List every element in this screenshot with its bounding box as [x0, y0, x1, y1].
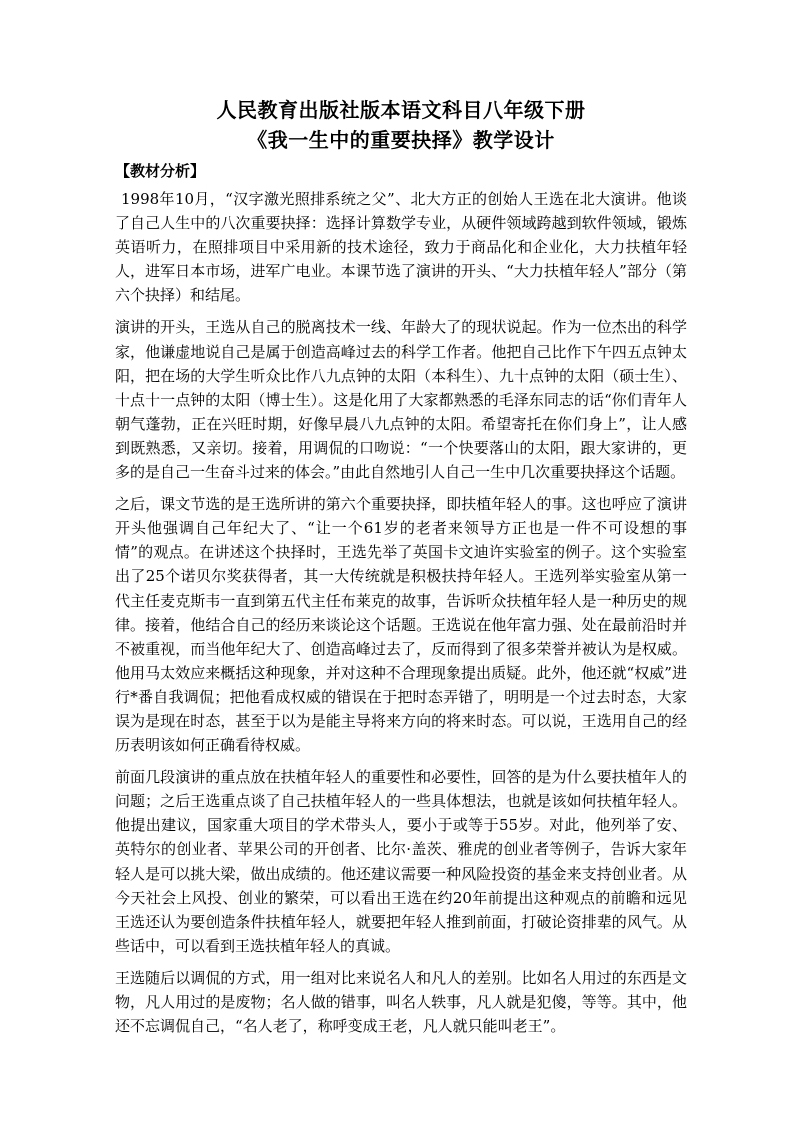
paragraph-1: 1998年10月，“汉字激光照排系统之父”、北大方正的创始人王选在北大演讲。他谈了自己人生中的八次重要抉择：选择计算数学专业，从硬件领域跨越到软件领域，锻炼英语听力，在照排项目中采用新的技术途径，致力于商品化和企业化，大力扶植年轻人，进军日本市场，进军广电业。本课节选了演讲的开头、“大力扶植年轻人”部分（第六个抉择）和结尾。	[115, 190, 687, 305]
section-heading: 【教材分析】	[115, 162, 206, 180]
paragraph-4: 前面几段演讲的重点放在扶植年轻人的重要性和必要性，回答的是为什么要扶植年人的问题；之后王选重点谈了自己扶植年轻人的一些具体想法，也就是该如何扶植年轻人。他提出建议，国家重大项目的学术带头人，要小于或等于55岁。对此，他列举了安、英特尔的创业者、苹果公司的开创者、比尔·盖茨、雅虎的创业者等例子，告诉大家年轻人是可以挑大梁，做出成绩的。他还建议需要一种风险投资的基金来支持创业者。从今天社会上风投、创业的繁荣，可以看出王选在约20年前提出这种观点的前瞻和远见王选还认为要创造条件扶植年轻人，就要把年轻人推到前面，打破论资排辈的风气。从些话中，可以看到王选扶植年轻人的真诚。	[115, 768, 687, 955]
paragraph-2: 演讲的开头，王选从自己的脱离技术一线、年龄大了的现状说起。作为一位杰出的科学家，他谦虚地说自己是属于创造高峰过去的科学工作者。他把自己比作下午四五点钟太阳，把在场的大学生听众比作八九点钟的太阳（本科生）、九十点钟的太阳（硕士生）、十点十一点钟的太阳（博士生）。这是化用了大家都熟悉的毛泽东同志的话“你们青年人朝气蓬勃，正在兴旺时期，好像早晨八九点钟的太阳。希望寄托在你们身上”，让人感到既熟悉，又亲切。接着，用调侃的口吻说：“一个快要落山的太阳，跟大家讲的，更多的是自己一生奋斗过来的体会。”由此自然地引人自己一生中几次重要抉择这个话题。	[115, 318, 687, 482]
paragraph-3: 之后，课文节选的是王选所讲的第六个重要抉择，即扶植年轻人的事。这也呼应了演讲开头他强调自己年纪大了、“让一个61岁的老者来领导方正也是一件不可设想的事情”的观点。在讲述这个抉择时，王选先举了英国卡文迪许实验室的例子。这个实验室出了25个诺贝尔奖获得者，其一大传统就是积极扶持年轻人。王选列举实验室从第一代主任麦克斯韦一直到第五代主任布莱克的故事，告诉听众扶植年轻人是一种历史的规律。接着，他结合自己的经历来谈论这个话题。王选说在他年富力强、处在最前沿时并不被重视，而当他年纪大了、创造高峰过去了，反而得到了很多荣誉并被认为是权威。他用马太效应来概括这种现象，并对这种不合理现象提出质疑。此外，他还就“权威”进行*番自我调侃；把他看成权威的错误在于把时态弄错了，明明是一个过去时态，大家误为是现在时态，甚至于以为是能主导将来方向的将来时态。可以说，王选用自己的经历表明该如何正确看待权威。	[115, 495, 687, 755]
document-title-line1: 人民教育出版社版本语文科目八年级下册	[216, 98, 586, 122]
document-page	[115, 95, 687, 1046]
document-title-line2: 《我一生中的重要抉择》教学设计	[247, 128, 555, 152]
paragraph-5: 王选随后以调侃的方式，用一组对比来说名人和凡人的差别。比如名人用过的东西是文物，凡人用过的是废物；名人做的错事，叫名人轶事，凡人就是犯傻，等等。其中，他还不忘调侃自己，“名人老了，称呼变成王老，凡人就只能叫老王”。	[115, 968, 687, 1036]
